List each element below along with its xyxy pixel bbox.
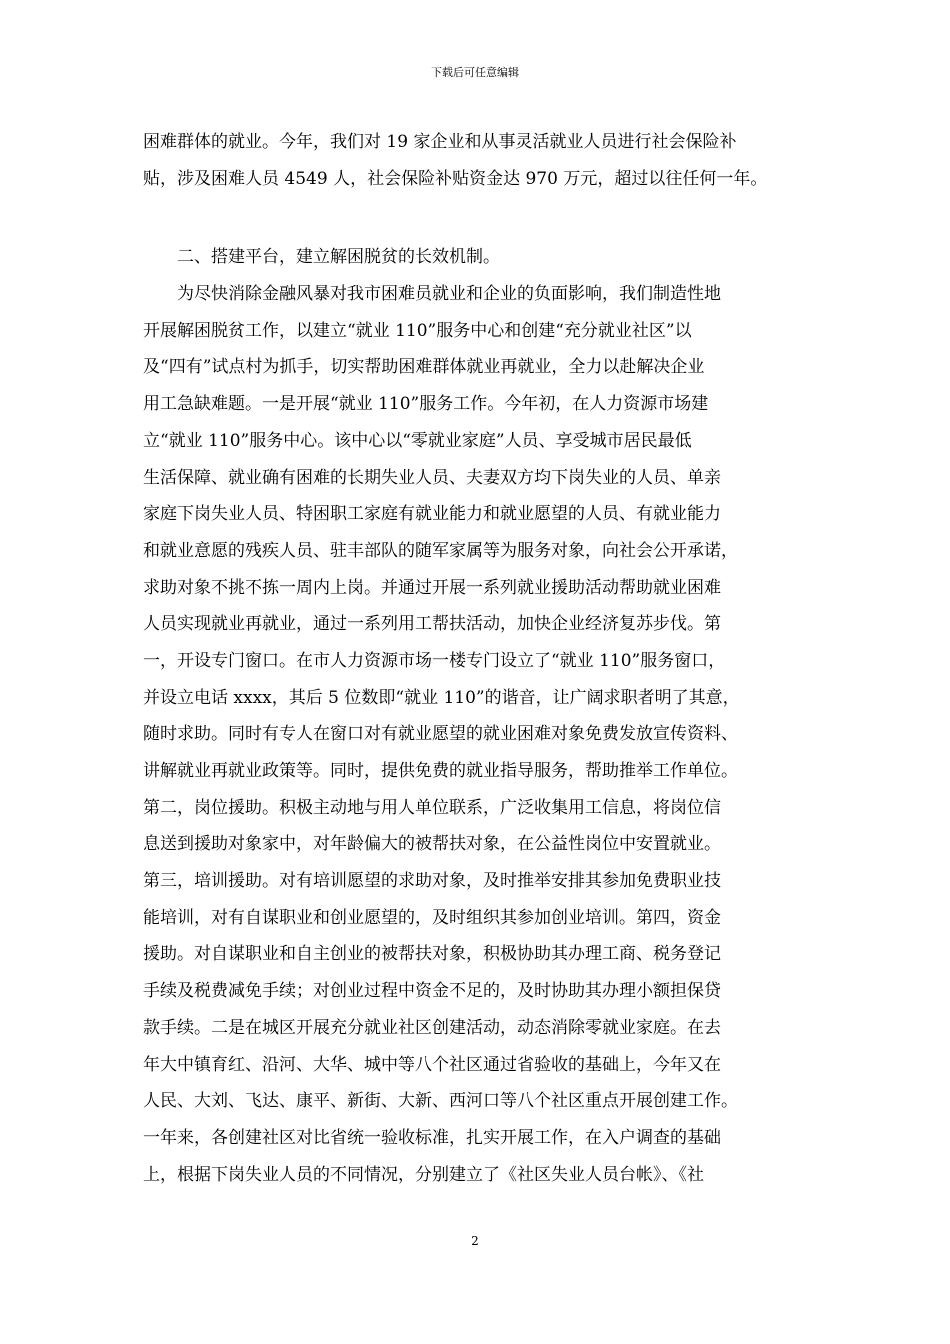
body-line: 及“四有”试点村为抓手，切实帮助困难群体就业再就业，全力以赴解决企业: [143, 357, 705, 378]
body-line: 息送到援助对象家中，对年龄偏大的被帮扶对象，在公益性岗位中安置就业。: [143, 834, 721, 855]
body-line: 用工急缺难题。一是开展“就业 110”服务工作。今年初，在人力资源市场建: [143, 394, 709, 415]
body-line: 随时求助。同时有专人在窗口对有就业愿望的就业困难对象免费发放宣传资料、: [143, 724, 738, 745]
section-heading: 二、搭建平台，建立解困脱贫的长效机制。: [177, 247, 500, 268]
body-line: 手续及税费减免手续；对创业过程中资金不足的，及时协助其办理小额担保贷: [143, 981, 721, 1002]
body-line: 第三，培训援助。对有培训愿望的求助对象，及时推举安排其参加免费职业技: [143, 871, 721, 892]
body-line: 第二，岗位援助。积极主动地与用人单位联系，广泛收集用工信息，将岗位信: [143, 797, 721, 818]
body-line: 年大中镇育红、沿河、大华、城中等八个社区通过省验收的基础上，今年又在: [143, 1054, 721, 1075]
body-line: 讲解就业再就业政策等。同时，提供免费的就业指导服务，帮助推举工作单位。: [143, 761, 738, 781]
body-line: 困难群体的就业。今年，我们对 19 家企业和从事灵活就业人员进行社会保险补: [143, 132, 737, 152]
body-line: 援助。对自谋职业和自主创业的被帮扶对象，积极协助其办理工商、税务登记: [143, 944, 721, 965]
body-line: 生活保障、就业确有困难的长期失业人员、夫妻双方均下岗失业的人员、单亲: [143, 467, 721, 488]
body-line: 和就业意愿的残疾人员、驻丰部队的随军家属等为服务对象，向社会公开承诺，: [143, 540, 738, 561]
body-line: 求助对象不挑不拣一周内上岗。并通过开展一系列就业援助活动帮助就业困难: [143, 577, 721, 598]
page-number: 2: [471, 1234, 479, 1248]
body-line: 家庭下岗失业人员、特困职工家庭有就业能力和就业愿望的人员、有就业能力: [143, 504, 721, 525]
body-line: 立“就业 110”服务中心。该中心以“零就业家庭”人员、享受城市居民最低: [143, 430, 692, 451]
body-line: 一年来，各创建社区对比省统一验收标准，扎实开展工作，在入户调查的基础: [143, 1127, 721, 1148]
body-line: 款手续。二是在城区开展充分就业社区创建活动，动态消除零就业家庭。在去: [143, 1017, 721, 1038]
body-line: 贴，涉及困难人员 4549 人，社会保险补贴资金达 970 万元，超过以往任何一年。: [143, 168, 768, 189]
body-line: 能培训，对有自谋职业和创业愿望的，及时组织其参加创业培训。第四，资金: [143, 907, 721, 928]
body-line: 开展解困脱贫工作，以建立“就业 110”服务中心和创建“充分就业社区”以: [143, 320, 692, 341]
page-header: 下载后可任意编辑: [431, 66, 519, 79]
body-line: 一，开设专门窗口。在市人力资源市场一楼专门设立了“就业 110”服务窗口，: [143, 650, 726, 671]
body-line: 人民、大刘、飞达、康平、新街、大新、西河口等八个社区重点开展创建工作。: [143, 1091, 738, 1112]
body-line: 人员实现就业再就业，通过一系列用工帮扶活动，加快企业经济复苏步伐。第: [143, 614, 721, 635]
body-line: 上，根据下岗失业人员的不同情况，分别建立了《社区失业人员台帐》、《社: [143, 1164, 704, 1185]
body-line: 为尽快消除金融风暴对我市困难员就业和企业的负面影响，我们制造性地: [177, 284, 721, 305]
document-body: [143, 124, 823, 1193]
body-line: 并设立电话 xxxx，其后 5 位数即“就业 110”的谐音，让广阔求职者明了其意，: [143, 687, 740, 708]
